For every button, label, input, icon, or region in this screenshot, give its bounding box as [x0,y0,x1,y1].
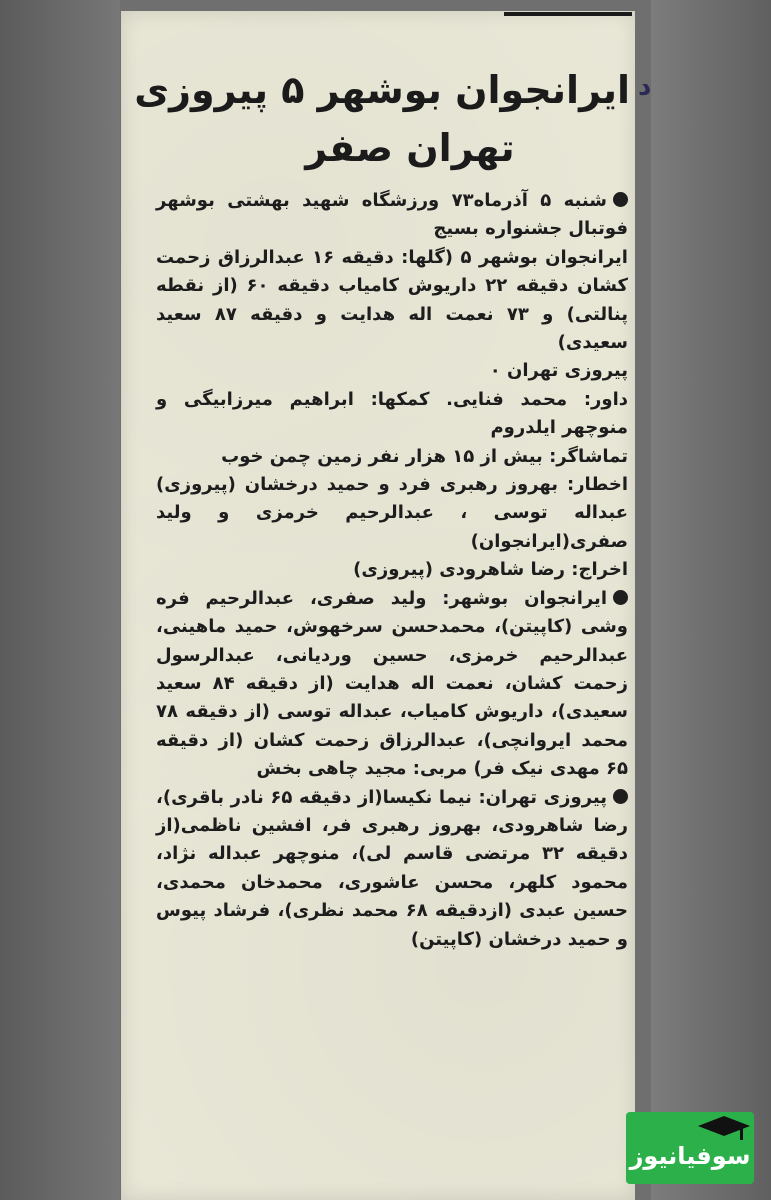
bullet-icon [613,789,628,804]
headline-line-2: تهران صفر [305,126,515,170]
ejection-info: اخراج: رضا شاهرودی (پیروزی) [353,559,628,581]
watermark-logo [626,1112,754,1184]
warnings-info: اخطار: بهروز رهبری فرد و حمید درخشان (پیروزی) عبداله توسی ، عبدالرحیم خرمزی و ولید صفری(ایرانجوان) [156,474,628,552]
opponent-score: پیروزی تهران ۰ [489,360,628,382]
watermark-text: سوفیانیوز [629,1142,751,1170]
spectators-info: تماشاگر: بیش از ۱۵ هزار نفر زمین چمن خوب [221,445,628,467]
column-rule [504,12,632,16]
home-lineup: ایرانجوان بوشهر: ولید صفری، عبدالرحیم فره وشی (کاپیتن)، محمدحسن سرخهوش، حمید ماهینی، عبدالرحیم خرمزی، حسین وردیانی، عبدالرسول زحمت کشان، نعمت اله هدایت (از دقیقه ۸۴ سعید سعیدی)، داریوش کامیاب، عبداله توسی (از دقیقه ۷۸ محمد ایروانچی)، عبدالرزاق زحمت کشان (از دقیقه ۶۵ مهدی نیک فر) مربی: مجید چاهی بخش [156,587,628,780]
bullet-icon [613,192,628,207]
goals-paragraph: ایرانجوان بوشهر ۵ (گلها: دقیقه ۱۶ عبدالرزاق زحمت کشان دقیقه ۲۲ داریوش کامیاب دقیقه ۶۰ (از نقطه پنالتی) و ۷۳ نعمت اله هدایت و دقیقه ۸۷ سعید سعیدی) [156,246,628,354]
left-background [0,0,120,1200]
adjacent-column-fragment: د [638,72,652,102]
right-background [651,0,771,1200]
headline-line-1: ایرانجوان بوشهر ۵ پیروزی [134,68,630,112]
match-info: شنبه ۵ آذرماه۷۳ ورزشگاه شهید بهشتی بوشهر فوتبال جشنواره بسیج [156,190,628,240]
article-body [156,187,628,954]
bullet-icon [613,590,628,605]
referee-info: داور: محمد فنایی. کمکها: ابراهیم میرزابیگی و منوچهر ایلدروم [156,388,628,439]
graduation-cap-icon [696,1114,752,1144]
away-lineup: پیروزی تهران: نیما نکیسا(از دقیقه ۶۵ نادر باقری)، رضا شاهرودی، بهروز رهبری فر، افشین ناظمی(از دقیقه ۳۲ مرتضی قاسم لی)، منوچهر عبداله نژاد، محمود کلهر، محسن عاشوری، محمدخان محمدی، حسین عبدی (ازدقیقه ۶۸ محمد نظری)، فرشاد پیوس و حمید درخشان (کاپیتن) [156,786,628,950]
